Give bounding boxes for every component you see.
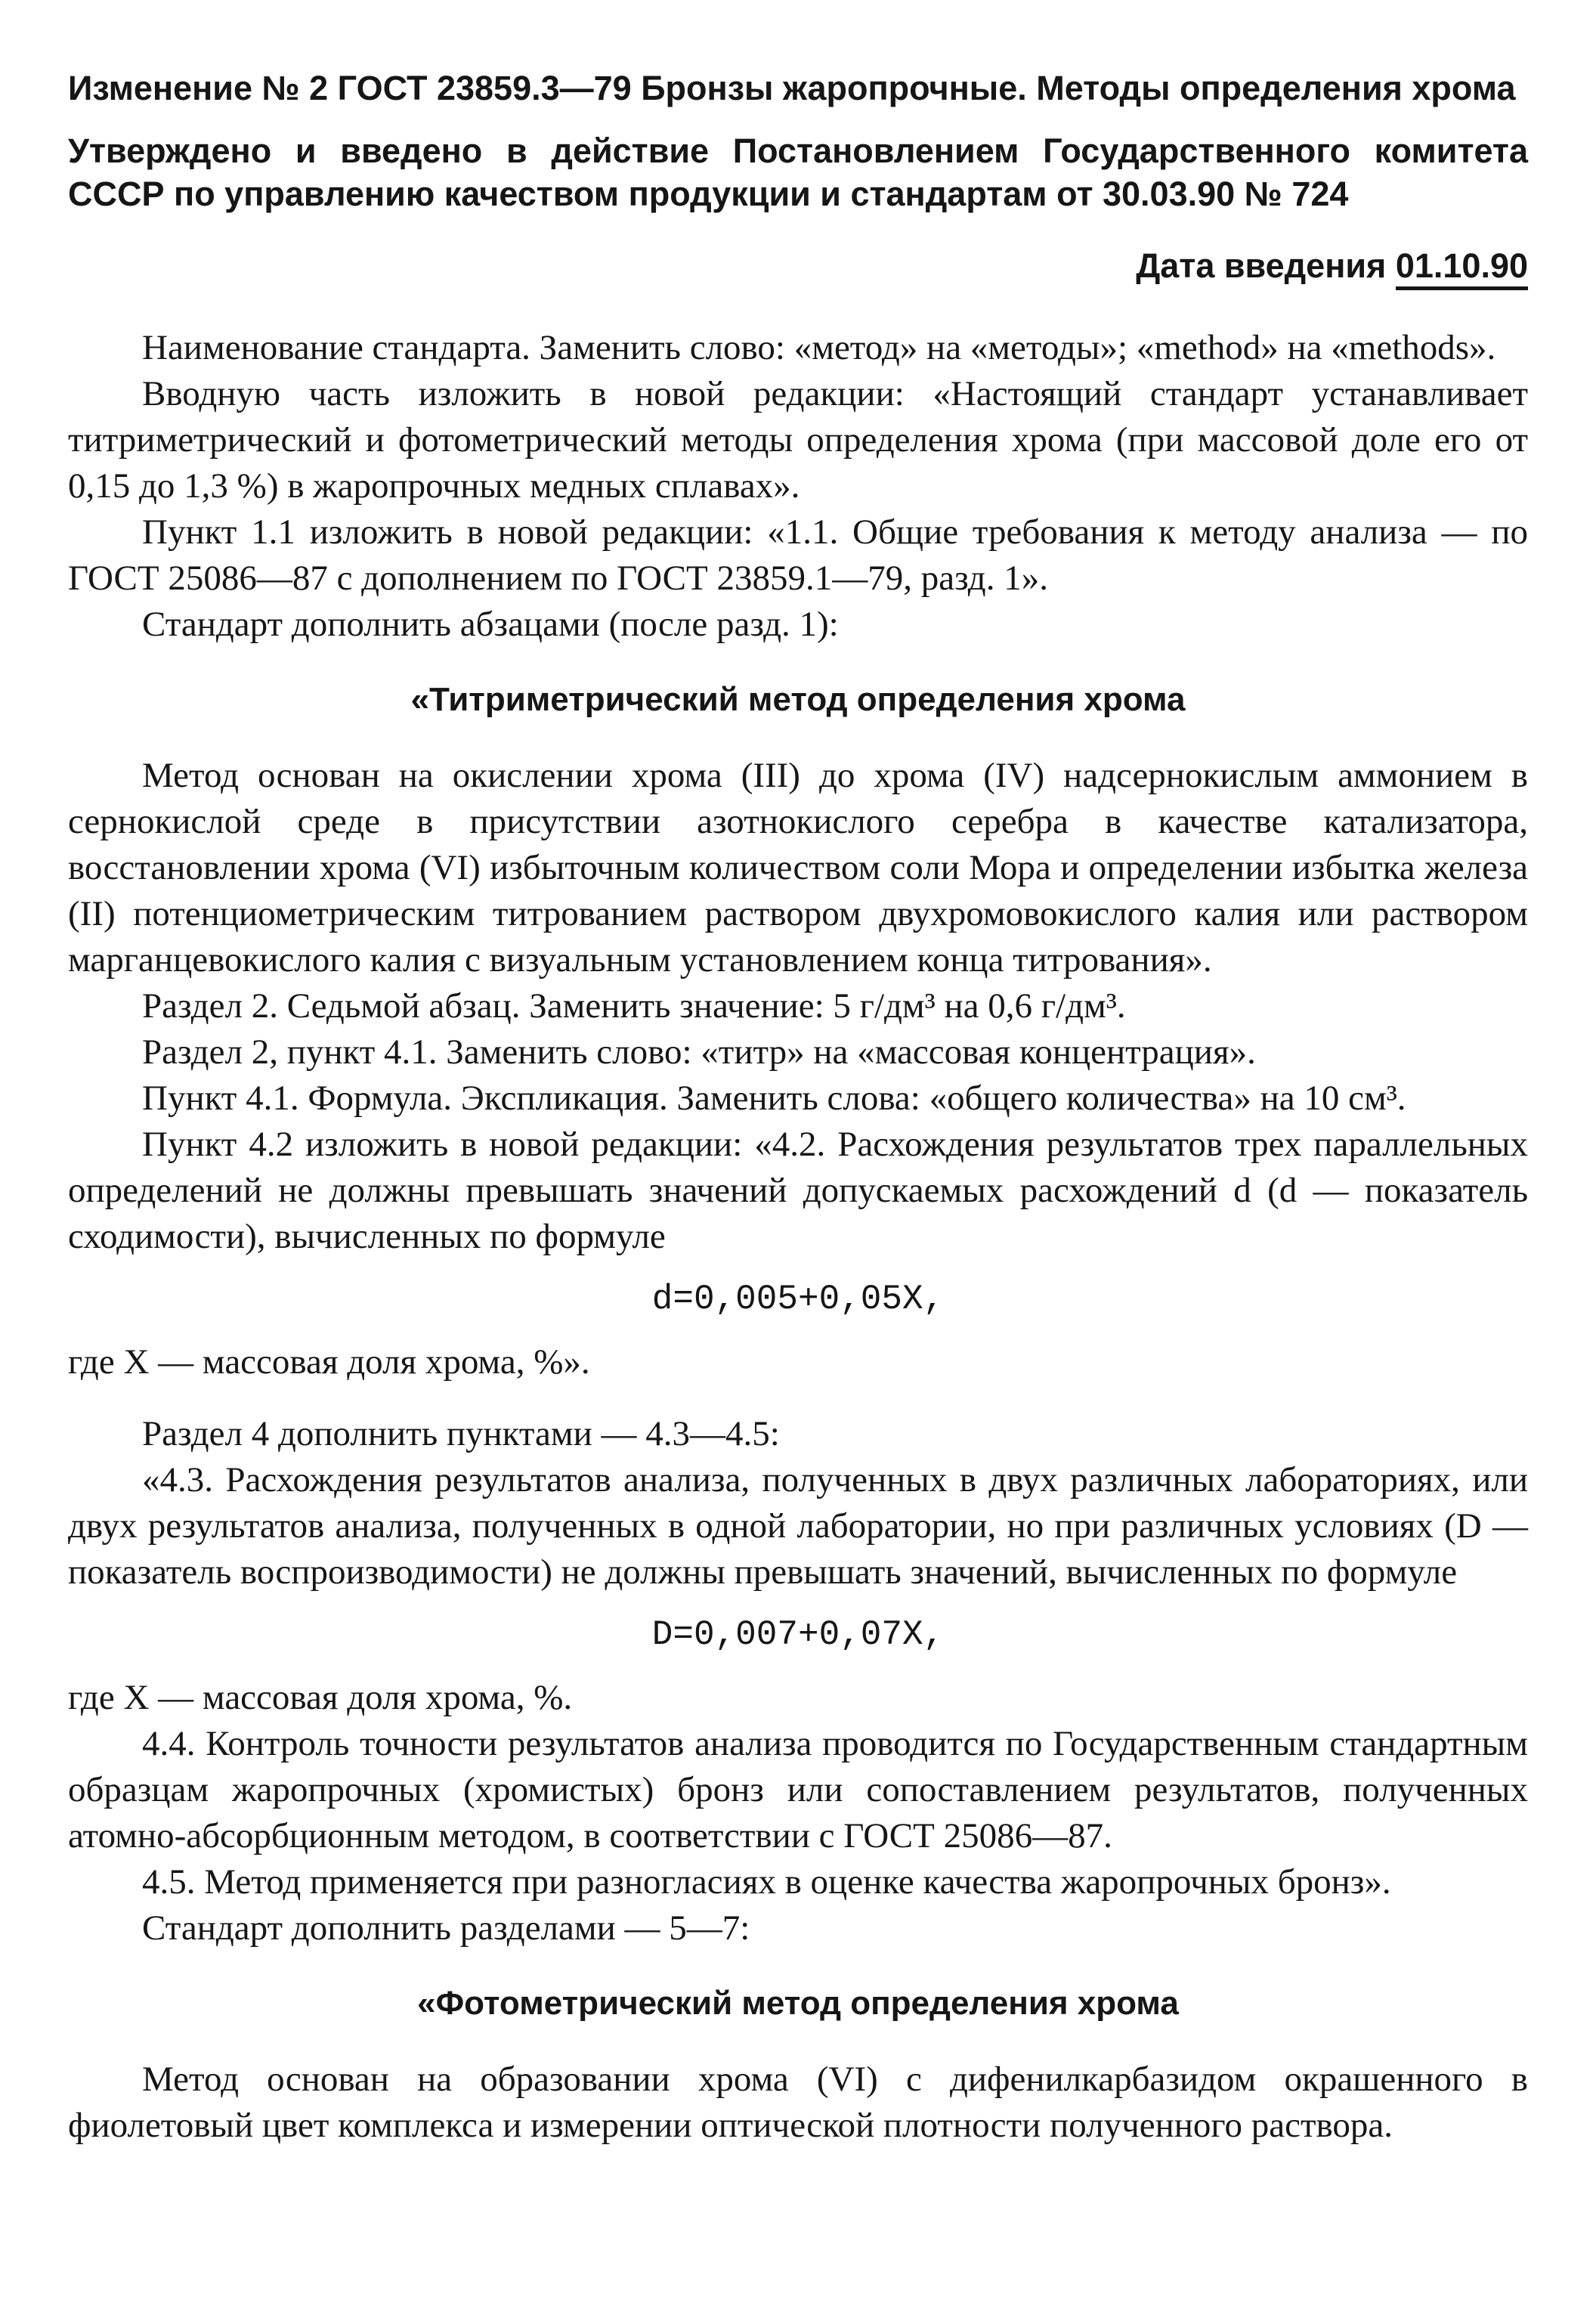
- paragraph: 4.4. Контроль точности результатов анализа проводится по Государственным стандартным образцам жаропрочных (хромистых) бронз или сопоставлением результатов, полученных атомно-абсорбционным методом, в соответствии с ГОСТ 25086—87.: [68, 1724, 1528, 1855]
- paragraph: Стандарт дополнить разделами — 5—7:: [142, 1908, 750, 1948]
- paragraph: Метод основан на образовании хрома (VI) с дифенилкарбазидом окрашенного в фиолетовый цвет комплекса и измерении оптической плотности полученного раствора.: [68, 2060, 1528, 2145]
- section-title-titrimetric: «Титриметрический метод определения хрома: [410, 681, 1186, 718]
- effective-date: [68, 243, 1528, 289]
- paragraph: Раздел 4 дополнить пунктами — 4.3—4.5:: [142, 1414, 780, 1453]
- formula-note: где X — массовая доля хрома, %».: [68, 1342, 590, 1382]
- paragraph: Пункт 4.2 изложить в новой редакции: «4.2. Расхождения результатов трех параллельных определений не должны превышать значений допускаемых расхождений d (d — показатель сходимости), вычисленных по формуле: [68, 1125, 1528, 1256]
- section-title-photometric: «Фотометрический метод определения хрома: [417, 1985, 1179, 2022]
- formula-note: где X — массовая доля хрома, %.: [68, 1678, 573, 1717]
- approval-statement: Утверждено и введено в действие Постановлением Государственного комитета СССР по управлению качеством продукции и стандартам от 30.03.90 № 724: [68, 132, 1528, 213]
- paragraph: Метод основан на окислении хрома (III) до хрома (IV) надсернокислым аммонием в сернокислой среде в присутствии азотнокислого серебра в качестве катализатора, восстановлении хрома (VI) избыточным количеством соли Мора и определении избытка железа (II) потенциометрическим титрованием раствором двухромовокислого калия или раствором марганцевокислого калия с визуальным установлением конца титрования».: [68, 756, 1528, 980]
- amendment-title: Изменение № 2 ГОСТ 23859.3—79 Бронзы жаропрочные. Методы определения хрома: [68, 69, 1516, 107]
- paragraph: Стандарт дополнить абзацами (после разд. 1):: [142, 605, 839, 644]
- paragraph: 4.5. Метод применяется при разногласиях в оценке качества жаропрочных бронз».: [142, 1862, 1391, 1902]
- effective-date-value: 01.10.90: [1396, 246, 1528, 290]
- paragraph: Пункт 1.1 изложить в новой редакции: «1.1. Общие требования к методу анализа — по ГОСТ 25086—87 с дополнением по ГОСТ 23859.1—79, разд. 1».: [68, 512, 1528, 598]
- paragraph: «4.3. Расхождения результатов анализа, полученных в двух различных лабораториях, или двух результатов анализа, полученных в одной лаборатории, но при различных условиях (D — показатель воспроизводимости) не должны превышать значений, вычисленных по формуле: [68, 1460, 1528, 1592]
- formula-reproducibility: D=0,007+0,07X,: [651, 1615, 945, 1654]
- paragraph: Раздел 2, пункт 4.1. Заменить слово: «титр» на «массовая концентрация».: [142, 1032, 1256, 1072]
- formula-repeatability: d=0,005+0,05X,: [651, 1280, 945, 1319]
- paragraph: Вводную часть изложить в новой редакции: «Настоящий стандарт устанавливает титриметрический и фотометрический методы определения хрома (при массовой доле его от 0,15 до 1,3 %) в жаропрочных медных сплавах».: [68, 374, 1528, 506]
- effective-date-label: Дата введения: [1136, 246, 1387, 285]
- paragraph: Раздел 2. Седьмой абзац. Заменить значение: 5 г/дм³ на 0,6 г/дм³.: [142, 986, 1126, 1026]
- paragraph: Пункт 4.1. Формула. Экспликация. Заменить слова: «общего количества» на 10 см³.: [142, 1079, 1406, 1118]
- paragraph: Наименование стандарта. Заменить слово: «метод» на «методы»; «method» на «methods».: [142, 328, 1496, 367]
